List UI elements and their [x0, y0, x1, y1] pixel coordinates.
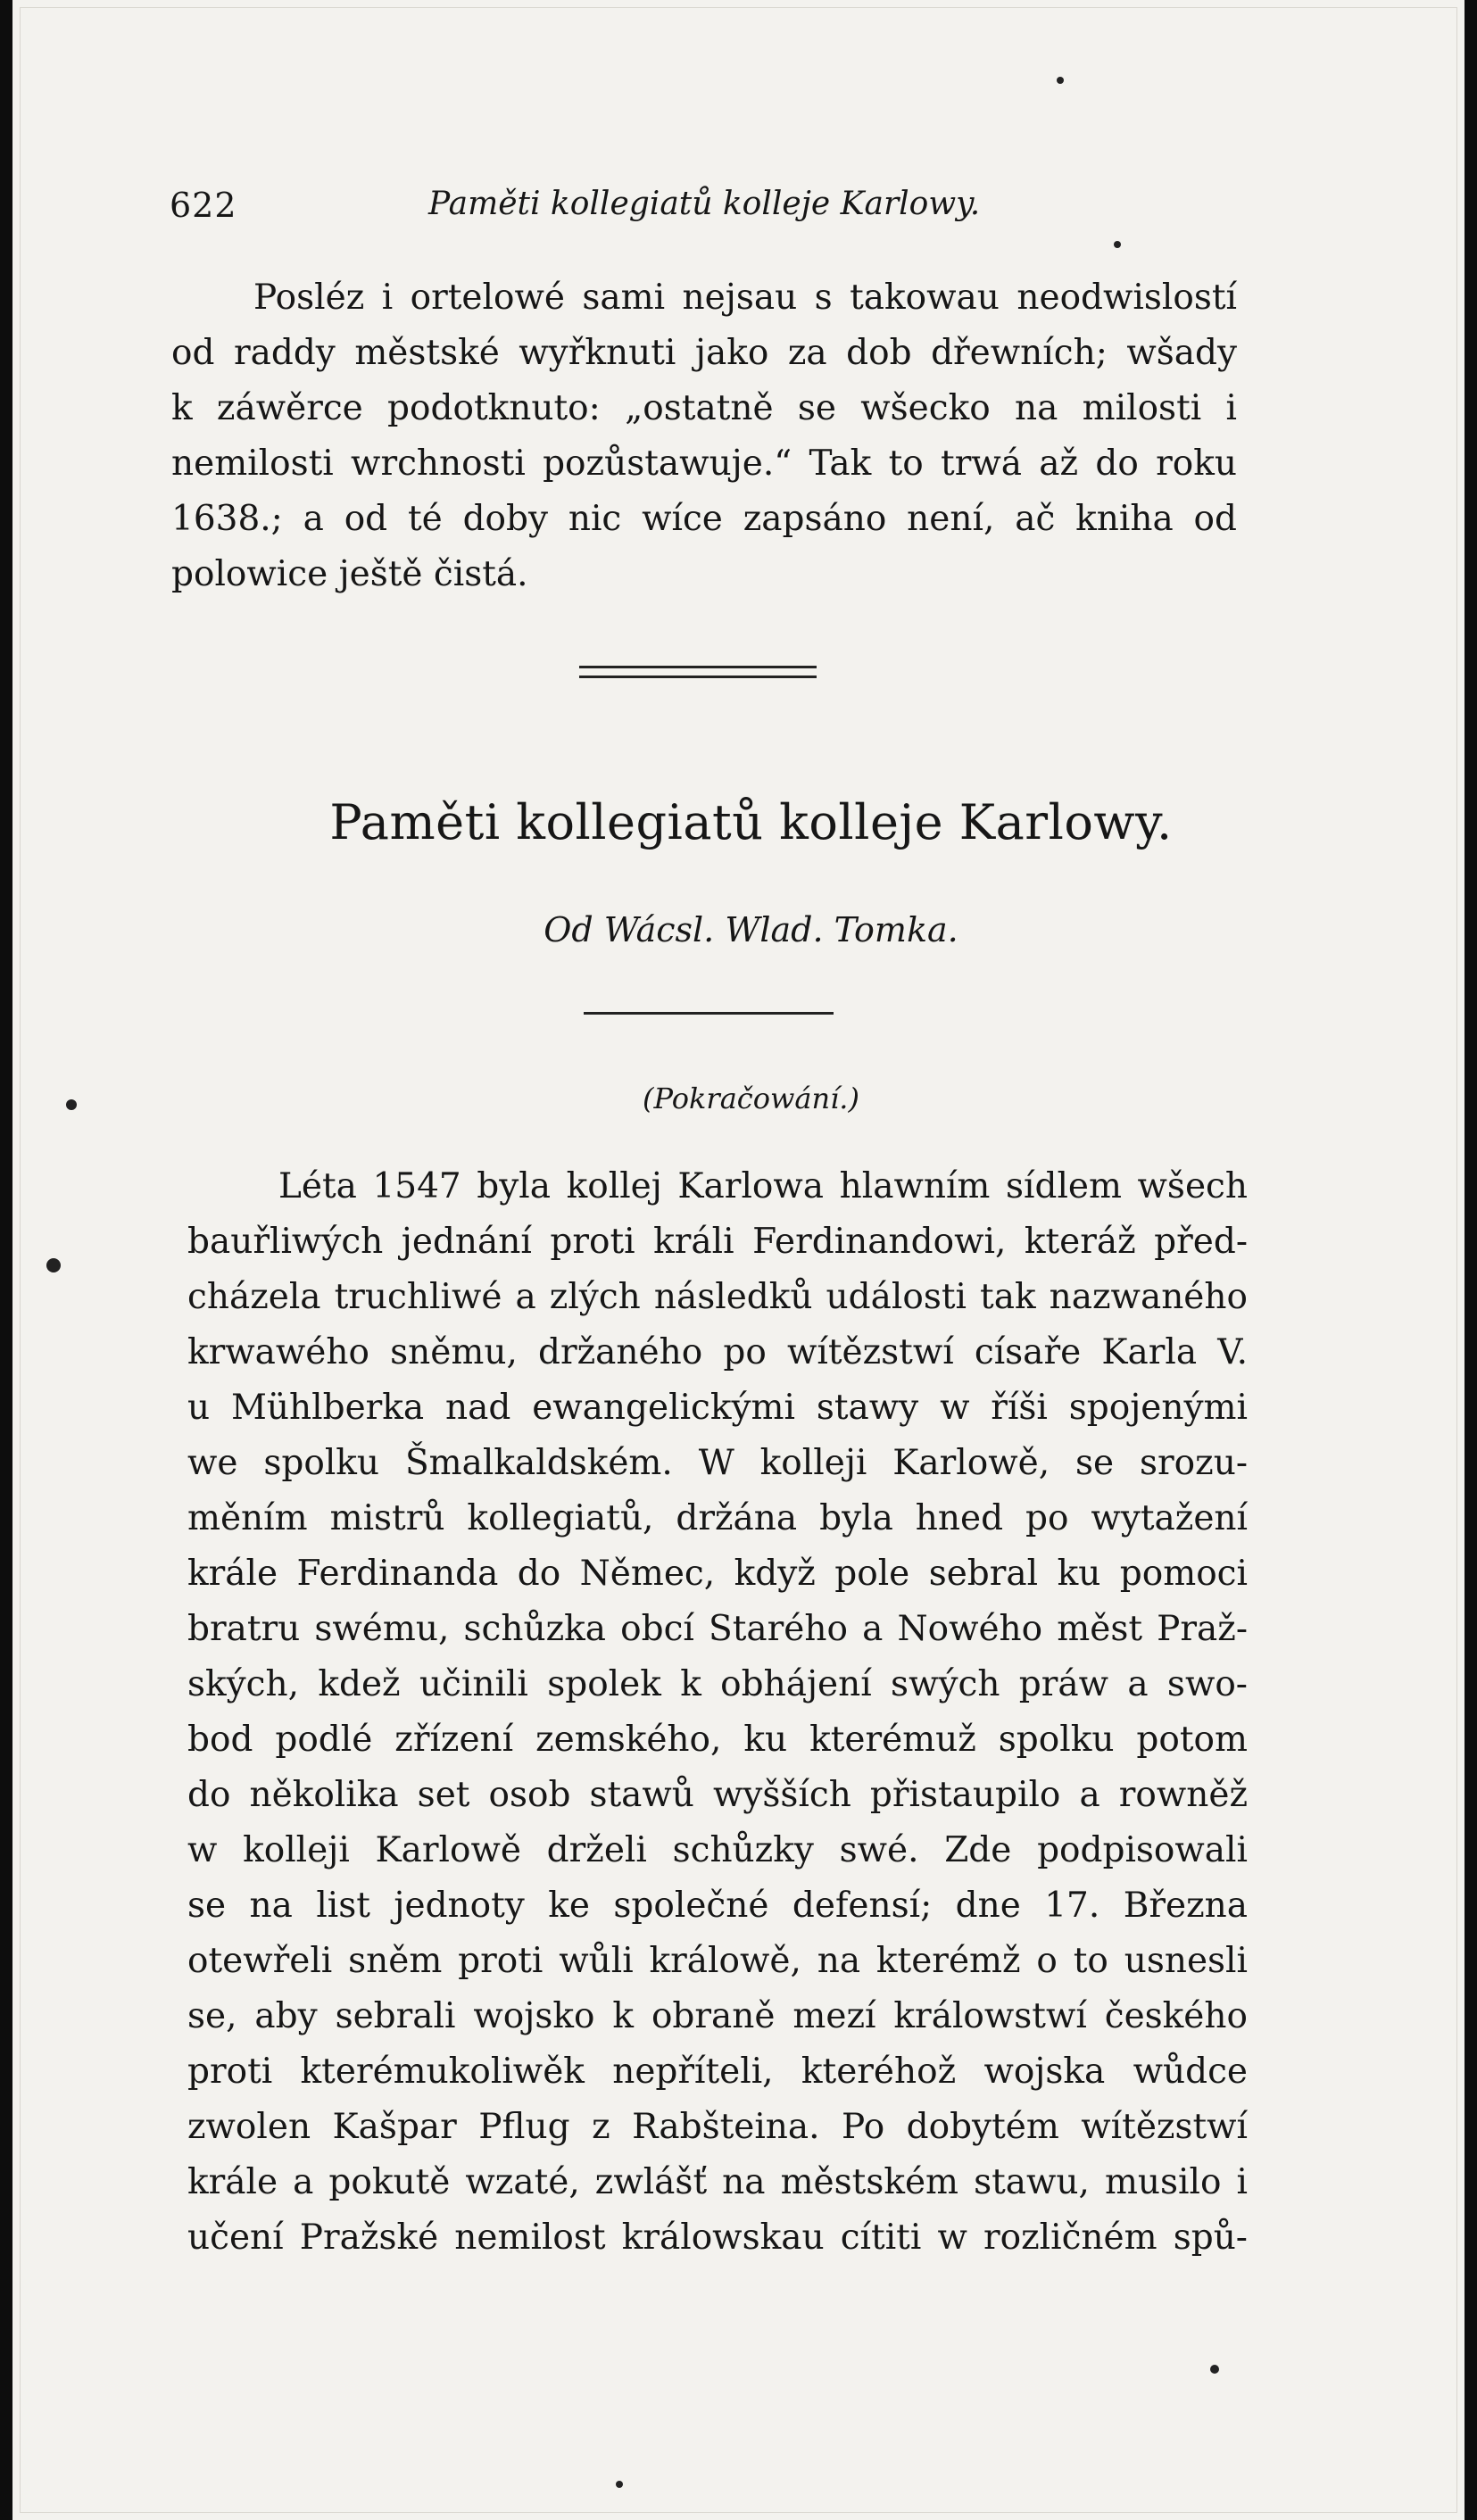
- text-line: Posléz i ortelowé sami nejsau s takowau neodwislostí: [253, 278, 1237, 318]
- scan-speck: [616, 2481, 623, 2488]
- text-line: 1638.; a od té doby nic wíce zapsáno není, ač kniha od: [171, 499, 1237, 539]
- text-line: krále Ferdinanda do Němec, když pole sebral ku pomoci: [187, 1554, 1248, 1594]
- text-line: se na list jednoty ke společné defensí; dne 17. Března: [187, 1886, 1248, 1926]
- text-line: krwawého sněmu, držaného po wítězstwí císaře Karla V.: [187, 1332, 1248, 1372]
- article-title: Paměti kollegiatů kolleje Karlowy.: [329, 794, 1173, 850]
- text-line: do několika set osob stawů wyšších přistaupilo a rowněž: [187, 1775, 1248, 1815]
- page-number: 622: [170, 186, 237, 225]
- text-line: nemilosti wrchnosti pozůstawuje.“ Tak to trwá až do roku: [171, 443, 1237, 484]
- double-rule-divider: [579, 666, 817, 668]
- scan-speck: [46, 1258, 61, 1272]
- continuation-note: (Pokračowání.): [643, 1082, 859, 1115]
- running-head: [170, 186, 1241, 236]
- single-rule-divider: [584, 1012, 834, 1015]
- text-line: w kolleji Karlowě drželi schůzky swé. Zde podpisowali: [187, 1830, 1248, 1870]
- text-line: Léta 1547 byla kollej Karlowa hlawním sídlem wšech: [278, 1166, 1248, 1206]
- text-line: bratru swému, schůzka obcí Starého a Nowého měst Praž-: [187, 1609, 1248, 1649]
- text-line: zwolen Kašpar Pflug z Rabšteina. Po dobytém wítězstwí: [187, 2107, 1248, 2147]
- text-line: se, aby sebrali wojsko k obraně mezí králowstwí českého: [187, 1996, 1248, 2036]
- text-line: měním mistrů kollegiatů, držána byla hned po wytažení: [187, 1498, 1248, 1538]
- text-line: bauřliwých jednání proti králi Ferdinandowi, kteráž před-: [187, 1222, 1248, 1262]
- text-line: u Mühlberka nad ewangelickými stawy w říši spojenými: [187, 1388, 1248, 1428]
- text-line: od raddy městské wyřknuti jako za dob dřewních; wšady: [171, 333, 1237, 373]
- scan-border-left: [0, 0, 12, 2520]
- text-line: cházela truchliwé a zlých následků události tak nazwaného: [187, 1277, 1248, 1317]
- article-author: Od Wácsl. Wlad. Tomka.: [544, 910, 958, 949]
- text-line: krále a pokutě wzaté, zwlášť na městském stawu, musilo i: [187, 2162, 1248, 2202]
- text-line: we spolku Šmalkaldském. W kolleji Karlowě, se srozu-: [187, 1443, 1248, 1483]
- scan-speck: [1057, 77, 1064, 84]
- text-line: ských, kdež učinili spolek k obhájení swých práw a swo-: [187, 1664, 1248, 1704]
- scan-speck: [1210, 2365, 1219, 2374]
- text-line: polowice ještě čistá.: [171, 554, 528, 594]
- text-line: bod podlé zřízení zemského, ku kterémuž spolku potom: [187, 1720, 1248, 1760]
- text-line: otewřeli sněm proti wůli králowě, na kterémž o to usnesli: [187, 1941, 1248, 1981]
- running-title: Paměti kollegiatů kolleje Karlowy.: [428, 186, 981, 222]
- scan-speck: [1114, 241, 1121, 248]
- scan-speck: [66, 1099, 77, 1110]
- text-line: učení Pražské nemilost králowskau cítiti w rozličném spů-: [187, 2217, 1248, 2258]
- scan-border-right: [1465, 0, 1477, 2520]
- book-page: [12, 0, 1465, 2520]
- text-line: k záwěrce podotknuto: „ostatně se wšecko na milosti i: [171, 388, 1237, 428]
- text-line: proti kterémukoliwěk nepříteli, kteréhož wojska wůdce: [187, 2052, 1248, 2092]
